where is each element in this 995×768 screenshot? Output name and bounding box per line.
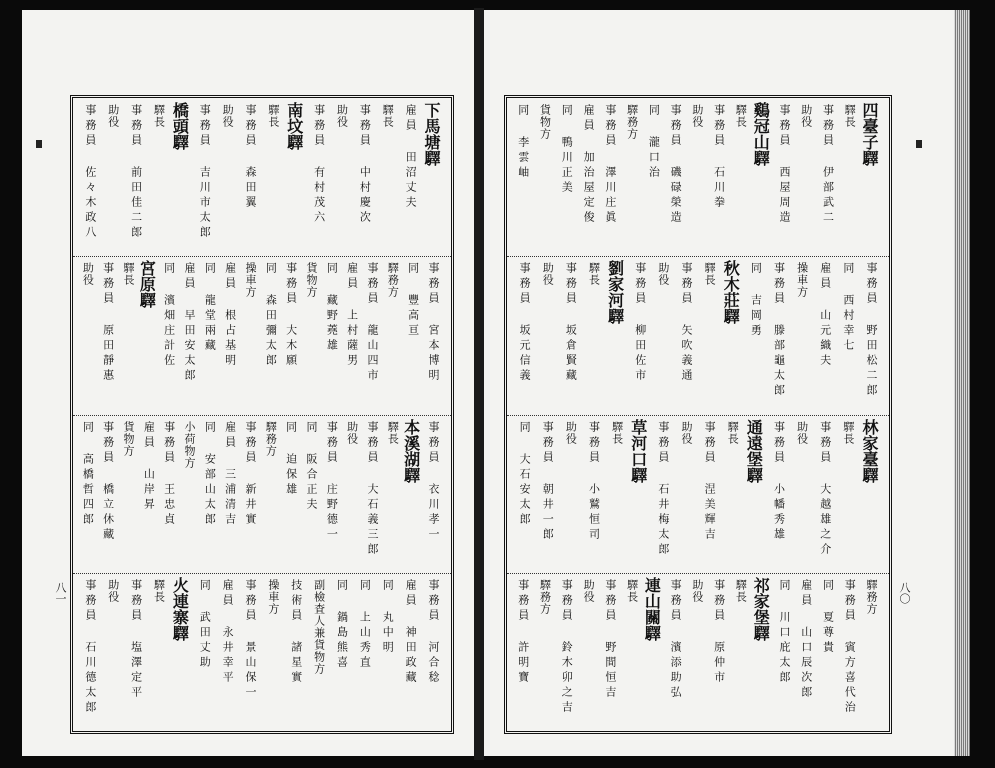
staff-entry: 驛長 bbox=[625, 578, 639, 603]
staff-entry: 事務員 景山保一 bbox=[244, 578, 257, 701]
staff-entry: 助役 bbox=[582, 578, 596, 603]
left-page bbox=[22, 10, 474, 756]
staff-entry: 事務員 小幡秀雄 bbox=[772, 420, 786, 543]
station-name: 草河口驛 bbox=[628, 418, 648, 483]
staff-entry: 同 安部山太郎 bbox=[203, 420, 217, 528]
row-divider bbox=[507, 415, 889, 416]
staff-entry: 驛長 bbox=[610, 420, 624, 445]
staff-entry: 事務員 庄野德一 bbox=[325, 420, 339, 543]
station-name: 連山關驛 bbox=[642, 576, 662, 641]
station-name: 四臺子驛 bbox=[860, 102, 879, 166]
page-corner-mark bbox=[916, 140, 922, 148]
staff-entry: 事務員 衣川孝一 bbox=[427, 420, 440, 543]
row-divider bbox=[507, 573, 889, 574]
staff-entry: 助役 bbox=[799, 104, 813, 128]
station-name: 本溪湖驛 bbox=[401, 418, 421, 483]
station-row bbox=[507, 98, 889, 256]
staff-entry: 同 武田丈助 bbox=[198, 578, 212, 671]
staff-entry: 驛長 bbox=[152, 578, 166, 603]
staff-entry: 驛長 bbox=[841, 420, 855, 445]
staff-entry: 事務員 河合稔 bbox=[427, 578, 440, 686]
staff-entry: 操車方 bbox=[266, 578, 280, 615]
station-row bbox=[73, 415, 451, 573]
staff-entry: 助役 bbox=[221, 104, 235, 128]
staff-entry: 事務員 石川拳 bbox=[712, 104, 726, 211]
staff-entry: 事務員 野田松二郎 bbox=[865, 262, 878, 400]
station-name: 祁家堡驛 bbox=[751, 576, 771, 641]
staff-entry: 驛長 bbox=[152, 104, 166, 128]
staff-entry: 驛務方 bbox=[538, 578, 552, 615]
staff-entry: 事務員 矢吹義通 bbox=[680, 262, 693, 385]
staff-entry: 雇員 山元織夫 bbox=[818, 262, 832, 370]
staff-entry: 事務員 佐々木政八 bbox=[83, 104, 97, 241]
right-page bbox=[484, 10, 954, 756]
staff-entry: 驛務方 bbox=[386, 262, 400, 299]
staff-entry: 操車方 bbox=[244, 262, 257, 299]
staff-entry: 助役 bbox=[106, 104, 120, 128]
station-name: 秋木莊驛 bbox=[721, 260, 741, 325]
station-name: 林家臺驛 bbox=[860, 418, 879, 483]
staff-entry: 驛長 bbox=[266, 104, 280, 128]
staff-entry: 事務員 中村慶次 bbox=[358, 104, 372, 226]
staff-entry: 事務員 賓方喜代治 bbox=[843, 578, 857, 716]
station-name: 劉家河驛 bbox=[605, 260, 625, 325]
staff-entry: 助役 bbox=[335, 104, 349, 128]
station-row bbox=[507, 415, 889, 573]
staff-entry: 驛務方 bbox=[625, 104, 639, 140]
staff-entry: 同 鴨川正美 bbox=[560, 104, 574, 196]
staff-entry: 貨物方 bbox=[122, 420, 135, 457]
staff-entry: 雇員 山口辰次郎 bbox=[799, 578, 813, 701]
staff-entry: 驛長 bbox=[381, 104, 395, 128]
row-divider bbox=[507, 256, 889, 257]
station-row bbox=[507, 256, 889, 414]
station-row bbox=[507, 573, 889, 731]
staff-entry: 助役 bbox=[106, 578, 120, 603]
staff-entry: 小荷物方 bbox=[183, 420, 196, 469]
station-row bbox=[73, 98, 451, 256]
staff-entry: 事務員 坂元信義 bbox=[518, 262, 532, 385]
staff-entry: 同 瀧口治 bbox=[647, 104, 661, 181]
staff-entry: 事務員 伊部武二 bbox=[821, 104, 835, 226]
station-name: 南坟驛 bbox=[284, 102, 304, 150]
staff-entry: 同 丸中明 bbox=[381, 578, 395, 656]
staff-entry: 雇員 山岸昇 bbox=[142, 420, 156, 513]
page-corner-mark bbox=[36, 140, 42, 148]
staff-entry: 事務員 森田翼 bbox=[244, 104, 257, 211]
staff-entry: 事務員 鈴木卯之吉 bbox=[560, 578, 574, 716]
staff-entry: 雇員 三浦清吉 bbox=[223, 420, 237, 528]
right-staff-table bbox=[504, 95, 892, 734]
staff-entry: 雇員 田沼丈夫 bbox=[404, 104, 418, 211]
staff-entry: 事務員 野間恒吉 bbox=[603, 578, 617, 701]
staff-entry: 貨物方 bbox=[538, 104, 552, 140]
staff-entry: 驛長 bbox=[843, 104, 857, 128]
staff-entry: 助役 bbox=[690, 578, 704, 603]
staff-entry: 貨物方 bbox=[305, 262, 318, 299]
right-page-number: 八〇 bbox=[898, 582, 911, 604]
staff-entry: 驛長 bbox=[703, 262, 717, 287]
station-name: 下馬塘驛 bbox=[422, 102, 441, 166]
staff-entry: 助役 bbox=[795, 420, 809, 445]
staff-entry: 事務員 新井實 bbox=[244, 420, 257, 528]
staff-entry: 事務員 磯碌榮造 bbox=[669, 104, 683, 226]
staff-entry: 雇員 神田政藏 bbox=[404, 578, 418, 686]
staff-entry: 雇員 早田安太郎 bbox=[183, 262, 196, 385]
staff-entry: 事務員 石川德太郎 bbox=[83, 578, 97, 716]
staff-entry: 雇員 根占基明 bbox=[223, 262, 237, 370]
staff-entry: 助役 bbox=[345, 420, 359, 445]
staff-entry: 同 豐高亘 bbox=[406, 262, 420, 340]
staff-entry: 驛務方 bbox=[264, 420, 278, 457]
station-name: 宮原驛 bbox=[137, 260, 157, 309]
staff-entry: 技術員 諸星實 bbox=[289, 578, 303, 686]
left-staff-table bbox=[70, 95, 454, 734]
staff-entry: 同 李雲岫 bbox=[516, 104, 530, 181]
staff-entry: 同 高橋哲四郎 bbox=[81, 420, 95, 528]
staff-entry: 驛長 bbox=[734, 104, 748, 128]
staff-entry: 事務員 大越雄之介 bbox=[818, 420, 832, 558]
staff-entry: 同 西村幸七 bbox=[841, 262, 855, 355]
staff-entry: 事務員 坂倉賢藏 bbox=[564, 262, 578, 385]
staff-entry: 驛長 bbox=[726, 420, 740, 445]
row-divider bbox=[73, 256, 451, 257]
staff-entry: 同 夏尊貴 bbox=[821, 578, 835, 656]
staff-entry: 同 阪合正夫 bbox=[305, 420, 318, 513]
staff-entry: 同 川口庇太郎 bbox=[777, 578, 791, 686]
staff-entry: 事務員 橋立休藏 bbox=[101, 420, 115, 543]
row-divider bbox=[73, 415, 451, 416]
staff-entry: 事務員 小鷲恒司 bbox=[587, 420, 601, 543]
staff-entry: 驛長 bbox=[122, 262, 135, 287]
staff-entry: 事務員 原田靜惠 bbox=[101, 262, 115, 385]
staff-entry: 事務員 西屋周造 bbox=[777, 104, 791, 226]
staff-entry: 同 上山秀直 bbox=[358, 578, 372, 671]
staff-entry: 操車方 bbox=[795, 262, 809, 299]
staff-entry: 事務員 吉川市太郎 bbox=[198, 104, 212, 241]
staff-entry: 雇員 加治屋定俊 bbox=[582, 104, 596, 226]
staff-entry: 驛長 bbox=[734, 578, 748, 603]
staff-entry: 助役 bbox=[690, 104, 704, 128]
station-name: 通遠堡驛 bbox=[744, 418, 764, 483]
station-row bbox=[73, 256, 451, 414]
staff-entry: 驛長 bbox=[386, 420, 400, 445]
staff-entry: 助役 bbox=[541, 262, 555, 287]
staff-entry: 事務員 宮本博明 bbox=[427, 262, 440, 385]
staff-entry: 事務員 朝井一郎 bbox=[541, 420, 555, 543]
staff-entry: 事務員 許明寶 bbox=[516, 578, 530, 686]
staff-entry: 事務員 塩澤定平 bbox=[129, 578, 143, 701]
staff-entry: 同 龍堂兩藏 bbox=[203, 262, 217, 355]
station-name: 鷄冠山驛 bbox=[751, 102, 771, 166]
staff-entry: 助役 bbox=[656, 262, 670, 287]
staff-entry: 事務員 澤川庄眞 bbox=[603, 104, 617, 226]
staff-entry: 同 迫保雄 bbox=[284, 420, 298, 498]
staff-entry: 同 鍋島熊喜 bbox=[335, 578, 349, 671]
staff-entry: 事務員 濱添助弘 bbox=[669, 578, 683, 701]
staff-entry: 同 吉岡勇 bbox=[749, 262, 763, 340]
staff-entry: 同 藏野蕘雄 bbox=[325, 262, 339, 355]
staff-entry: 事務員 滕部龜太郎 bbox=[772, 262, 786, 400]
staff-entry: 驛務方 bbox=[865, 578, 878, 615]
staff-entry: 事務員 大木願 bbox=[284, 262, 298, 370]
staff-entry: 事務員 龍山四市 bbox=[366, 262, 379, 385]
station-name: 橋頭驛 bbox=[170, 102, 190, 150]
staff-entry: 助役 bbox=[81, 262, 95, 287]
staff-entry: 事務員 有村茂六 bbox=[312, 104, 326, 226]
staff-entry: 事務員 石井梅太郎 bbox=[656, 420, 670, 558]
staff-entry: 雇員 上村薩男 bbox=[345, 262, 359, 370]
staff-entry: 事務員 原仲市 bbox=[712, 578, 726, 686]
staff-entry: 事務員 柳田佐市 bbox=[633, 262, 647, 385]
staff-entry: 事務員 大石義三郎 bbox=[366, 420, 379, 558]
staff-entry: 同 大石安太郎 bbox=[518, 420, 532, 528]
staff-entry: 同 森田彌太郎 bbox=[264, 262, 278, 370]
staff-entry: 事務員 前田佳二郎 bbox=[129, 104, 143, 241]
staff-entry: 助役 bbox=[564, 420, 578, 445]
staff-entry: 事務員 涅美輝吉 bbox=[703, 420, 717, 543]
staff-entry: 同 濱畑庄計佐 bbox=[162, 262, 176, 370]
left-page-number: 八一 bbox=[54, 582, 67, 604]
book-spine bbox=[474, 8, 484, 760]
page-edges bbox=[954, 10, 970, 756]
staff-entry: 驛長 bbox=[587, 262, 601, 287]
staff-entry: 事務員 王忠貞 bbox=[162, 420, 176, 528]
station-row bbox=[73, 573, 451, 731]
row-divider bbox=[73, 573, 451, 574]
staff-entry: 助役 bbox=[680, 420, 693, 445]
station-name: 火連寨驛 bbox=[170, 576, 190, 641]
staff-entry: 副檢査人兼貨物方 bbox=[312, 578, 326, 675]
staff-entry: 雇員 永井幸平 bbox=[221, 578, 235, 686]
